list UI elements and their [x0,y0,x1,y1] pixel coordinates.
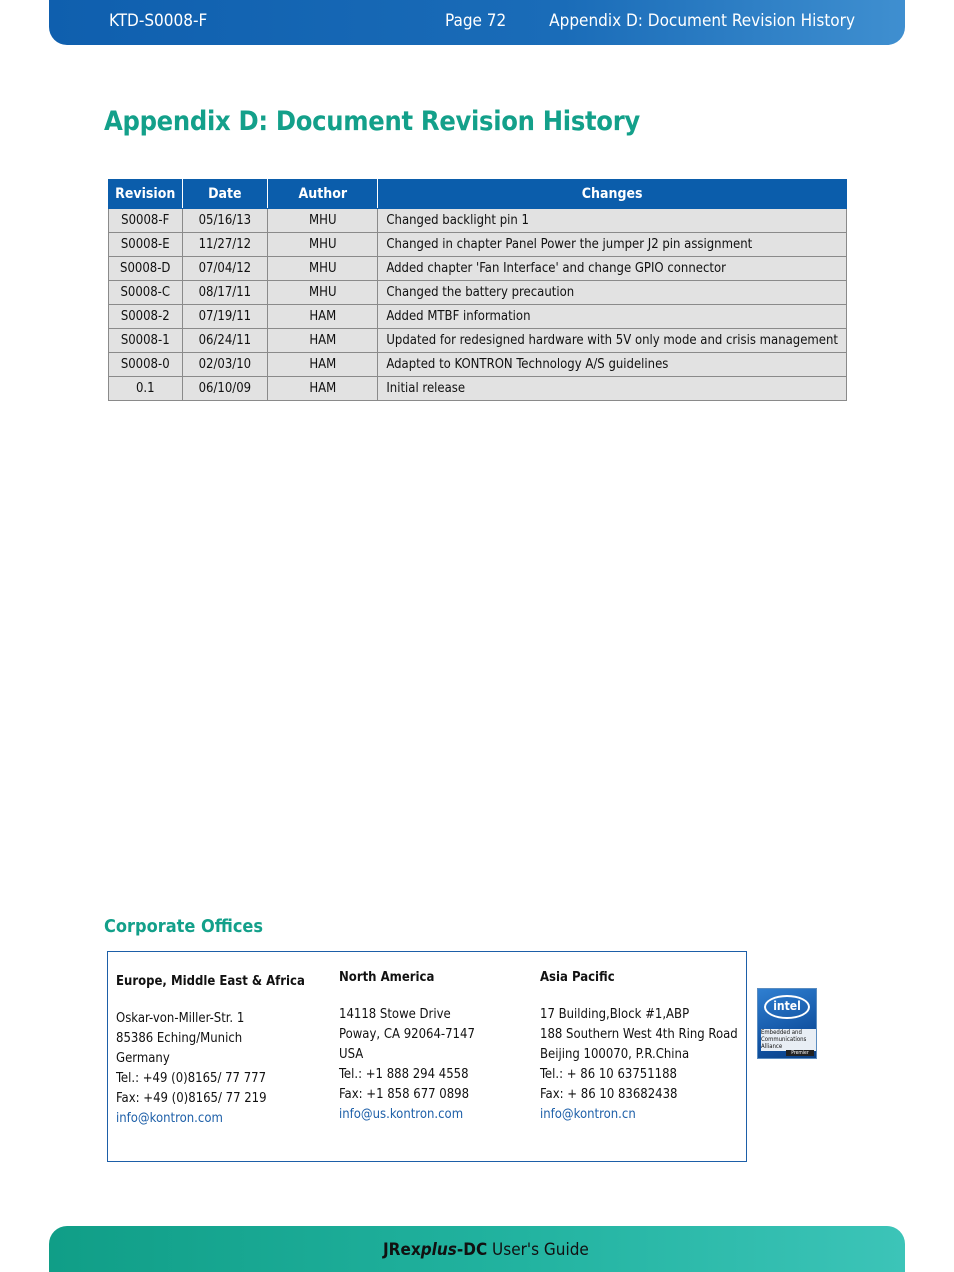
fax-line: Fax: + 86 10 83682438 [540,1087,678,1102]
changes-cell: Added chapter 'Fan Interface' and change GPIO connector [378,257,847,281]
table-row [109,257,847,281]
address-line: Oskar-von-Miller-Str. 1 [116,1011,245,1026]
page-footer [49,1226,905,1272]
phone-line: Tel.: + 86 10 63751188 [540,1067,677,1082]
offices-box [107,951,747,1162]
changes-cell: Updated for redesigned hardware with 5V only mode and crisis management [378,329,847,353]
address-line: 85386 Eching/Munich [116,1031,243,1046]
header-section-title: Appendix D: Document Revision History [549,11,855,31]
intel-premier-tag: Premier [786,1050,814,1056]
office-asia-pacific [540,968,738,1125]
revision-cell: S0008-C [109,281,183,305]
author-cell: HAM [268,353,378,377]
date-cell: 08/17/11 [182,281,268,305]
table-row [109,353,847,377]
column-header: Revision [109,180,183,209]
email-link[interactable]: info@kontron.com [116,1111,223,1126]
table-row [109,281,847,305]
revision-cell: S0008-F [109,209,183,233]
guide-label: User's Guide [487,1240,589,1260]
intel-alliance-logo [757,988,817,1059]
email-link[interactable]: info@kontron.cn [540,1107,636,1122]
page-header [49,0,905,45]
author-cell: MHU [268,233,378,257]
address-line: Poway, CA 92064-7147 [339,1027,475,1042]
intel-alliance-text: Embedded and Communications Alliance [761,1029,816,1051]
revision-cell: S0008-2 [109,305,183,329]
corporate-offices-title: Corporate Offices [104,916,264,937]
table-header-row [109,180,847,209]
product-name-suffix: -DC [456,1240,488,1260]
page-number: Page 72 [445,11,507,31]
email-link[interactable]: info@us.kontron.com [339,1107,464,1122]
changes-cell: Changed in chapter Panel Power the jumper J2 pin assignment [378,233,847,257]
author-cell: MHU [268,209,378,233]
product-name: JRex [383,1240,421,1260]
revision-table [108,179,847,401]
office-north-america [339,968,475,1125]
changes-cell: Changed backlight pin 1 [378,209,847,233]
column-header: Changes [378,180,847,209]
column-header: Date [182,180,268,209]
address-line: Beijing 100070, P.R.China [540,1047,690,1062]
product-name-italic: plus [420,1240,457,1260]
address-line: Germany [116,1051,170,1066]
fax-line: Fax: +1 858 677 0898 [339,1087,470,1102]
author-cell: MHU [268,257,378,281]
date-cell: 02/03/10 [182,353,268,377]
table-row [109,209,847,233]
date-cell: 07/19/11 [182,305,268,329]
changes-cell: Added MTBF information [378,305,847,329]
revision-cell: S0008-0 [109,353,183,377]
address-line: 188 Southern West 4th Ring Road [540,1027,738,1042]
date-cell: 05/16/13 [182,209,268,233]
revision-cell: S0008-E [109,233,183,257]
table-row [109,329,847,353]
author-cell: HAM [268,329,378,353]
author-cell: HAM [268,305,378,329]
office-europe [116,972,305,1129]
table-row [109,233,847,257]
address-line: 14118 Stowe Drive [339,1007,451,1022]
changes-cell: Initial release [378,377,847,401]
date-cell: 06/10/09 [182,377,268,401]
changes-cell: Adapted to KONTRON Technology A/S guidelines [378,353,847,377]
date-cell: 11/27/12 [182,233,268,257]
phone-line: Tel.: +49 (0)8165/ 77 777 [116,1071,267,1086]
fax-line: Fax: +49 (0)8165/ 77 219 [116,1091,267,1106]
office-name: Asia Pacific [540,970,615,985]
office-name: Europe, Middle East & Africa [116,974,305,989]
phone-line: Tel.: +1 888 294 4558 [339,1067,469,1082]
page-title: Appendix D: Document Revision History [104,106,640,137]
author-cell: MHU [268,281,378,305]
revision-cell: S0008-D [109,257,183,281]
revision-cell: S0008-1 [109,329,183,353]
date-cell: 06/24/11 [182,329,268,353]
table-row [109,305,847,329]
column-header: Author [268,180,378,209]
changes-cell: Changed the battery precaution [378,281,847,305]
address-line: USA [339,1047,364,1062]
address-line: 17 Building,Block #1,ABP [540,1007,690,1022]
author-cell: HAM [268,377,378,401]
doc-id: KTD-S0008-F [109,11,208,31]
revision-cell: 0.1 [109,377,183,401]
intel-wordmark: intel [764,995,810,1019]
footer-guide-title [383,1240,589,1260]
table-row [109,377,847,401]
date-cell: 07/04/12 [182,257,268,281]
office-name: North America [339,970,435,985]
